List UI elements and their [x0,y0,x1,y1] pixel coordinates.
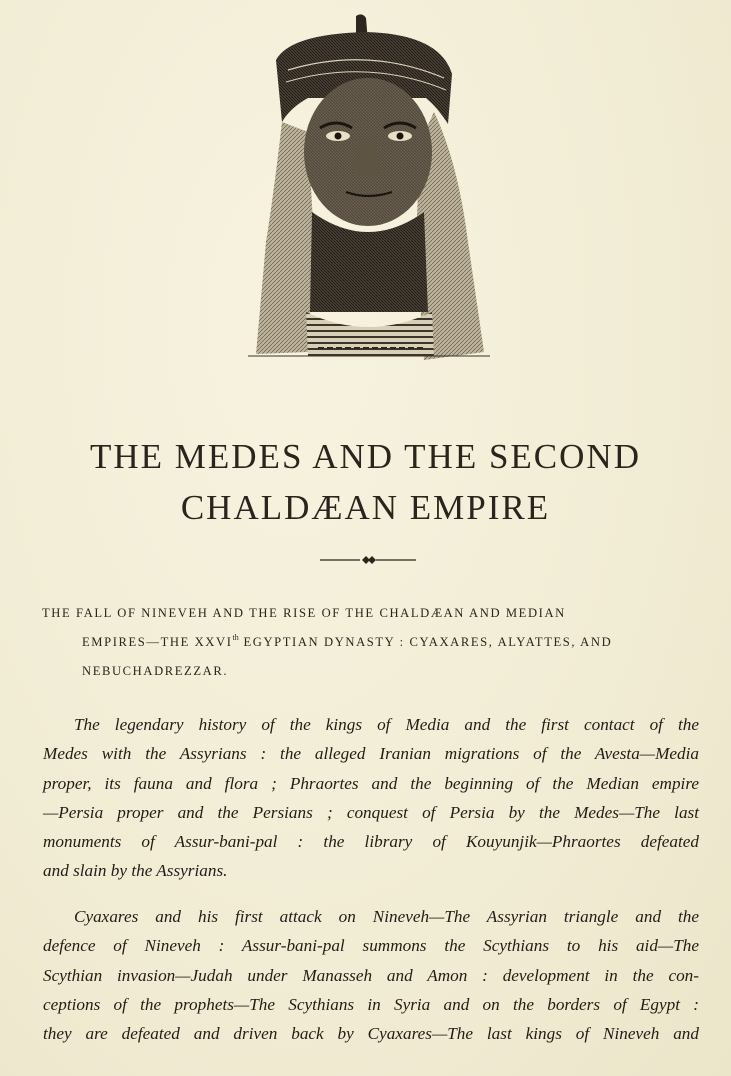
chapter-summary [42,599,702,686]
summary-line: NEBUCHADREZZAR. [82,664,229,678]
summary-line: EMPIRES—THE XXVIth EGYPTIAN DYNASTY : CYAXARES, ALYATTES, AND [82,633,613,649]
text-line: Cyaxares and his first attack on Nineveh—The Assyrian triangle and the [74,907,699,926]
text-line: monuments of Assur-bani-pal : the library of Kouyunjik—Phraortes defeated [43,832,699,852]
text-line: defence of Nineveh : Assur-bani-pal summons the Scythians to his aid—The [43,936,699,956]
text-line: and slain by the Assyrians. [43,861,228,881]
chapter-title-line-2: CHALDÆAN EMPIRE [180,488,551,527]
text-line: they are defeated and driven back by Cyaxares—The last kings of Nineveh and [43,1024,699,1044]
ordinal-suffix: th [232,633,239,642]
ornamental-divider [318,553,418,567]
text-line: Medes with the Assyrians : the alleged Iranian migrations of the Avesta—Media [43,744,699,764]
chapter-title-line-1: THE MEDES AND THE SECOND [90,437,641,476]
egyptian-bust-illustration [228,12,510,370]
text-line: proper, its fauna and flora ; Phraortes and the beginning of the Median empire [43,773,699,793]
text-line: Scythian invasion—Judah under Manasseh and Amon : development in the con- [43,965,699,985]
text-line: —Persia proper and the Persians ; conquest of Persia by the Medes—The last [43,802,699,822]
synopsis-paragraph-1 [43,710,699,886]
summary-line: THE FALL OF NINEVEH AND THE RISE OF THE CHALDÆAN AND MEDIAN [42,606,566,620]
text-line: The legendary history of the kings of Media and the first contact of the [74,715,699,734]
synopsis-paragraph-2 [43,902,699,1048]
text-line: ceptions of the prophets—The Scythians in Syria and on the borders of Egypt : [43,994,699,1014]
